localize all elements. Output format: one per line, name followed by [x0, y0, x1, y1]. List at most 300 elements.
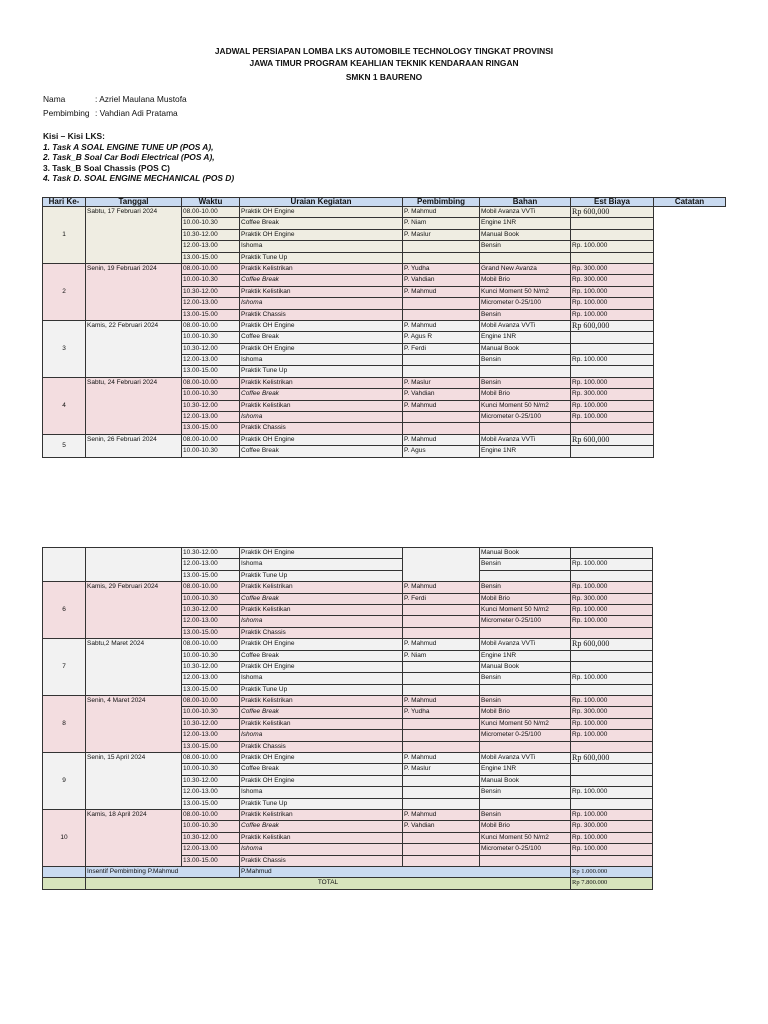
time-cell: 08.00-10.00: [182, 809, 240, 820]
bahan-cell: Mobil Brio: [480, 821, 571, 832]
bahan-cell: Kunci Moment 50 N/m2: [480, 718, 571, 729]
activity-cell: Praktik Chassis: [240, 855, 403, 866]
biaya-cell: [571, 775, 653, 786]
bahan-cell: Engine 1NR: [480, 446, 571, 457]
bahan-cell: Manual Book: [480, 548, 571, 559]
pembimbing-cell: P. Maslur: [403, 229, 480, 240]
pembimbing-cell: [403, 423, 480, 434]
table-row: [43, 639, 653, 650]
time-cell: 08.00-10.00: [182, 207, 240, 218]
activity-cell: Coffee Break: [240, 650, 403, 661]
biaya-cell: [571, 252, 654, 263]
biaya-cell: Rp. 100.000: [571, 730, 653, 741]
pembimbing-cell: P. Maslur: [403, 764, 480, 775]
activity-cell: Coffee Break: [240, 821, 403, 832]
activity-cell: Coffee Break: [240, 446, 403, 457]
pembimbing-cell: P. Mahmud: [403, 207, 480, 218]
table-row: [43, 548, 653, 559]
pembimbing-cell: [403, 604, 480, 615]
biaya-cell: Rp. 100.000: [571, 582, 653, 593]
time-cell: 10.30-12.00: [182, 661, 240, 672]
activity-cell: Praktik Chassis: [240, 309, 403, 320]
biaya-cell: Rp. 100.000: [571, 787, 653, 798]
date-cell: Sabtu, 17 Februari 2024: [86, 207, 182, 264]
time-cell: 08.00-10.00: [182, 263, 240, 274]
time-cell: 10.00-10.30: [182, 389, 240, 400]
bahan-cell: [480, 366, 571, 377]
time-cell: 10.30-12.00: [182, 775, 240, 786]
time-cell: 12.00-13.00: [182, 787, 240, 798]
schedule-table-part2: [42, 547, 653, 890]
biaya-cell: [571, 229, 654, 240]
biaya-cell: Rp. 100.000: [571, 241, 654, 252]
bahan-cell: [480, 741, 571, 752]
biaya-cell: Rp. 300.000: [571, 593, 653, 604]
biaya-cell: [571, 332, 654, 343]
pembimbing-cell: P. Yudha: [403, 707, 480, 718]
day-number-cell: 10: [43, 809, 86, 866]
bahan-cell: [480, 798, 571, 809]
activity-cell: Ishoma: [240, 844, 403, 855]
pembimbing-cell: P. Agus: [403, 446, 480, 457]
time-cell: 10.30-12.00: [182, 286, 240, 297]
time-cell: 08.00-10.00: [182, 377, 240, 388]
activity-cell: Praktik OH Engine: [240, 343, 403, 354]
bahan-cell: Micrometer 0-25/100: [480, 730, 571, 741]
bahan-cell: Kunci Moment 50 N/m2: [480, 400, 571, 411]
time-cell: 13.00-15.00: [182, 798, 240, 809]
table-row: [43, 263, 726, 274]
time-cell: 10.00-10.30: [182, 275, 240, 286]
pembimbing-value: : Vahdian Adi Pratama: [95, 108, 178, 118]
day-number-cell: 8: [43, 696, 86, 753]
biaya-cell: Rp. 300.000: [571, 821, 653, 832]
pembimbing-cell: [403, 355, 480, 366]
bahan-cell: Bensin: [480, 582, 571, 593]
bahan-cell: Engine 1NR: [480, 650, 571, 661]
pembimbing-cell: [403, 616, 480, 627]
biaya-cell: Rp. 100.000: [571, 718, 653, 729]
biaya-cell: Rp. 100.000: [571, 696, 653, 707]
activity-cell: Praktik OH Engine: [240, 661, 403, 672]
table-row: [43, 377, 726, 388]
biaya-cell: [571, 855, 653, 866]
date-cell: Sabtu, 24 Februari 2024: [86, 377, 182, 434]
activity-cell: Ishoma: [240, 673, 403, 684]
kisi-item: 1. Task A SOAL ENGINE TUNE UP (POS A),: [43, 141, 214, 152]
bahan-cell: [480, 855, 571, 866]
biaya-cell: Rp. 300.000: [571, 275, 654, 286]
activity-cell: Praktik Kelistrikan: [240, 263, 403, 274]
time-cell: 10.30-12.00: [182, 400, 240, 411]
activity-cell: Ishoma: [240, 298, 403, 309]
pembimbing-cell: [403, 412, 480, 423]
activity-cell: Praktik OH Engine: [240, 753, 403, 764]
pembimbing-cell: P. Mahmud: [403, 286, 480, 297]
activity-cell: Praktik OH Engine: [240, 320, 403, 331]
biaya-cell: [571, 741, 653, 752]
bahan-cell: Bensin: [480, 377, 571, 388]
bahan-cell: Mobil Avanza VVTi: [480, 320, 571, 331]
pembimbing-cell: P. Mahmud: [403, 434, 480, 445]
insentif-empty-cell: [43, 866, 86, 877]
col-header-waktu: Waktu: [182, 198, 240, 207]
activity-cell: Ishoma: [240, 412, 403, 423]
bahan-cell: Mobil Avanza VVTi: [480, 207, 571, 218]
table-row: [43, 582, 653, 593]
activity-cell: Coffee Break: [240, 332, 403, 343]
pembimbing-cell: P. Vahdian: [403, 389, 480, 400]
pembimbing-cell: P. Mahmud: [403, 320, 480, 331]
nama-value: : Azriel Maulana Mustofa: [95, 94, 187, 104]
date-cell: Senin, 19 Februari 2024: [86, 263, 182, 320]
date-cell: Kamis, 29 Februari 2024: [86, 582, 182, 639]
activity-cell: Coffee Break: [240, 764, 403, 775]
pembimbing-cell: [403, 548, 480, 582]
time-cell: 12.00-13.00: [182, 298, 240, 309]
pembimbing-cell: [403, 775, 480, 786]
activity-cell: Ishoma: [240, 559, 403, 570]
time-cell: 08.00-10.00: [182, 582, 240, 593]
insentif-pembimbing: P.Mahmud: [240, 866, 571, 877]
activity-cell: Ishoma: [240, 355, 403, 366]
biaya-cell: Rp. 100.000: [571, 286, 654, 297]
pembimbing-cell: [403, 832, 480, 843]
doc-title-line3: SMKN 1 BAURENO: [345, 72, 423, 82]
insentif-row: [43, 866, 653, 877]
table-row: [43, 434, 726, 445]
biaya-cell: Rp 600,000: [571, 639, 653, 650]
activity-cell: Praktik Kelistikan: [240, 604, 403, 615]
pembimbing-cell: [403, 787, 480, 798]
table-row: [43, 753, 653, 764]
activity-cell: Coffee Break: [240, 707, 403, 718]
pembimbing-cell: [403, 718, 480, 729]
bahan-cell: Mobil Brio: [480, 275, 571, 286]
bahan-cell: Manual Book: [480, 661, 571, 672]
total-label: TOTAL: [86, 878, 571, 889]
bahan-cell: Engine 1NR: [480, 218, 571, 229]
date-cell: Senin, 15 April 2024: [86, 753, 182, 810]
activity-cell: Praktik Kelistikan: [240, 286, 403, 297]
date-cell: Kamis, 18 April 2024: [86, 809, 182, 866]
time-cell: 10.30-12.00: [182, 604, 240, 615]
date-cell: Sabtu,2 Maret 2024: [86, 639, 182, 696]
pembimbing-cell: [403, 661, 480, 672]
bahan-cell: Bensin: [480, 355, 571, 366]
pembimbing-cell: P. Mahmud: [403, 809, 480, 820]
bahan-cell: Manual Book: [480, 229, 571, 240]
col-header-catatan: Catatan: [654, 198, 726, 207]
biaya-cell: [571, 661, 653, 672]
time-cell: 13.00-15.00: [182, 627, 240, 638]
time-cell: 10.30-12.00: [182, 548, 240, 559]
kisi-title: Kisi – Kisi LKS:: [43, 131, 105, 141]
kisi-list: [43, 131, 234, 184]
activity-cell: Praktik Tune Up: [240, 570, 403, 581]
time-cell: 13.00-15.00: [182, 423, 240, 434]
biaya-cell: Rp 600,000: [571, 207, 654, 218]
time-cell: 08.00-10.00: [182, 639, 240, 650]
time-cell: 12.00-13.00: [182, 673, 240, 684]
activity-cell: Praktik Kelistikan: [240, 832, 403, 843]
biaya-cell: Rp. 100.000: [571, 298, 654, 309]
biaya-cell: Rp 600,000: [571, 753, 653, 764]
biaya-cell: Rp. 100.000: [571, 377, 654, 388]
time-cell: 12.00-13.00: [182, 241, 240, 252]
bahan-cell: Micrometer 0-25/100: [480, 412, 571, 423]
day-number-cell: 4: [43, 377, 86, 434]
bahan-cell: Mobil Brio: [480, 389, 571, 400]
bahan-cell: Engine 1NR: [480, 332, 571, 343]
activity-cell: Coffee Break: [240, 275, 403, 286]
activity-cell: Praktik Tune Up: [240, 798, 403, 809]
time-cell: 13.00-15.00: [182, 855, 240, 866]
biaya-cell: Rp. 100.000: [571, 355, 654, 366]
biaya-cell: [571, 366, 654, 377]
date-cell: Senin, 4 Maret 2024: [86, 696, 182, 753]
pembimbing-cell: [403, 798, 480, 809]
activity-cell: Praktik Chassis: [240, 423, 403, 434]
activity-cell: Praktik OH Engine: [240, 775, 403, 786]
doc-title-line1: JADWAL PERSIAPAN LOMBA LKS AUTOMOBILE TECHNOLOGY TINGKAT PROVINSI: [214, 46, 554, 56]
biaya-cell: Rp 600,000: [571, 434, 654, 445]
pembimbing-cell: [403, 673, 480, 684]
time-cell: 10.00-10.30: [182, 650, 240, 661]
pembimbing-cell: P. Yudha: [403, 263, 480, 274]
day-number-cell: 9: [43, 753, 86, 810]
pembimbing-cell: [403, 844, 480, 855]
insentif-label: Insentif Pembimbing P.Mahmud: [86, 866, 240, 877]
time-cell: 10.00-10.30: [182, 593, 240, 604]
pembimbing-cell: P. Mahmud: [403, 582, 480, 593]
time-cell: 13.00-15.00: [182, 366, 240, 377]
activity-cell: Praktik OH Engine: [240, 548, 403, 559]
doc-title-line2: JAWA TIMUR PROGRAM KEAHLIAN TEKNIK KENDARAAN RINGAN: [249, 58, 519, 68]
pembimbing-cell: P. Niam: [403, 650, 480, 661]
time-cell: 10.30-12.00: [182, 229, 240, 240]
time-cell: 08.00-10.00: [182, 320, 240, 331]
nama-label: Nama: [43, 94, 66, 104]
col-header-biaya: Est Biaya: [571, 198, 654, 207]
col-header-bahan: Bahan: [480, 198, 571, 207]
date-cell: Kamis, 22 Februari 2024: [86, 320, 182, 377]
day-number-cell: [43, 548, 86, 582]
biaya-cell: Rp. 300.000: [571, 389, 654, 400]
pembimbing-cell: [403, 627, 480, 638]
bahan-cell: Manual Book: [480, 343, 571, 354]
activity-cell: Ishoma: [240, 616, 403, 627]
pembimbing-cell: P. Niam: [403, 218, 480, 229]
pembimbing-cell: [403, 741, 480, 752]
date-cell: Senin, 26 Februari 2024: [86, 434, 182, 457]
biaya-cell: [571, 446, 654, 457]
biaya-cell: [571, 627, 653, 638]
activity-cell: Praktik Chassis: [240, 627, 403, 638]
biaya-cell: [571, 570, 653, 581]
bahan-cell: Mobil Brio: [480, 593, 571, 604]
pembimbing-cell: P. Agus R: [403, 332, 480, 343]
time-cell: 08.00-10.00: [182, 434, 240, 445]
bahan-cell: Grand New Avanza: [480, 263, 571, 274]
pembimbing-cell: [403, 298, 480, 309]
biaya-cell: Rp. 100.000: [571, 412, 654, 423]
kisi-item: 2. Task_B Soal Car Bodi Electrical (POS A),: [43, 152, 215, 163]
bahan-cell: Mobil Avanza VVTi: [480, 434, 571, 445]
bahan-cell: Micrometer 0-25/100: [480, 298, 571, 309]
col-header-tanggal: Tanggal: [86, 198, 182, 207]
bahan-cell: Kunci Moment 50 N/m2: [480, 832, 571, 843]
day-number-cell: 2: [43, 263, 86, 320]
biaya-cell: [571, 548, 653, 559]
table-header-row: [43, 198, 726, 207]
total-row: [43, 878, 653, 889]
bahan-cell: Kunci Moment 50 N/m2: [480, 286, 571, 297]
biaya-cell: [571, 798, 653, 809]
activity-cell: Ishoma: [240, 787, 403, 798]
biaya-cell: [571, 343, 654, 354]
bahan-cell: [480, 423, 571, 434]
pembimbing-cell: P. Ferdi: [403, 343, 480, 354]
pembimbing-cell: P. Vahdian: [403, 275, 480, 286]
pembimbing-row: [43, 108, 178, 118]
pembimbing-label: Pembimbing: [43, 108, 90, 118]
pembimbing-cell: [403, 241, 480, 252]
activity-cell: Praktik Kelistrikan: [240, 696, 403, 707]
bahan-cell: [480, 684, 571, 695]
biaya-cell: [571, 650, 653, 661]
pembimbing-cell: [403, 855, 480, 866]
bahan-cell: [480, 252, 571, 263]
time-cell: 13.00-15.00: [182, 684, 240, 695]
day-number-cell: 7: [43, 639, 86, 696]
time-cell: 10.00-10.30: [182, 764, 240, 775]
time-cell: 12.00-13.00: [182, 559, 240, 570]
pembimbing-cell: [403, 309, 480, 320]
bahan-cell: Mobil Avanza VVTi: [480, 639, 571, 650]
schedule-table-part1: [42, 197, 726, 458]
table-row: [43, 809, 653, 820]
bahan-cell: Bensin: [480, 309, 571, 320]
activity-cell: Praktik Tune Up: [240, 684, 403, 695]
biaya-cell: Rp 600,000: [571, 320, 654, 331]
time-cell: 10.30-12.00: [182, 832, 240, 843]
day-number-cell: 5: [43, 434, 86, 457]
bahan-cell: Bensin: [480, 673, 571, 684]
time-cell: 10.00-10.30: [182, 446, 240, 457]
table-row: [43, 320, 726, 331]
time-cell: 10.00-10.30: [182, 218, 240, 229]
activity-cell: Ishoma: [240, 730, 403, 741]
time-cell: 10.30-12.00: [182, 718, 240, 729]
kisi-item: 4. Task D. SOAL ENGINE MECHANICAL (POS D): [43, 173, 235, 184]
pembimbing-cell: P. Vahdian: [403, 821, 480, 832]
total-biaya: Rp 7.800.000: [571, 878, 653, 889]
time-cell: 12.00-13.00: [182, 355, 240, 366]
biaya-cell: Rp. 100.000: [571, 559, 653, 570]
bahan-cell: [480, 627, 571, 638]
bahan-cell: Manual Book: [480, 775, 571, 786]
biaya-cell: Rp. 100.000: [571, 309, 654, 320]
day-number-cell: 3: [43, 320, 86, 377]
biaya-cell: [571, 684, 653, 695]
pembimbing-cell: P. Mahmud: [403, 400, 480, 411]
pembimbing-cell: P. Mahmud: [403, 696, 480, 707]
time-cell: 08.00-10.00: [182, 753, 240, 764]
pembimbing-cell: [403, 684, 480, 695]
bahan-cell: Micrometer 0-25/100: [480, 844, 571, 855]
pembimbing-cell: [403, 730, 480, 741]
bahan-cell: Kunci Moment 50 N/m2: [480, 604, 571, 615]
biaya-cell: [571, 764, 653, 775]
biaya-cell: Rp. 100.000: [571, 673, 653, 684]
biaya-cell: Rp. 100.000: [571, 844, 653, 855]
biaya-cell: Rp. 100.000: [571, 616, 653, 627]
activity-cell: Praktik OH Engine: [240, 207, 403, 218]
activity-cell: Praktik Kelistrikan: [240, 809, 403, 820]
col-header-pembimbing: Pembimbing: [403, 198, 480, 207]
insentif-biaya: Rp 1.000.000: [571, 866, 653, 877]
pembimbing-cell: P. Ferdi: [403, 593, 480, 604]
nama-row: [43, 94, 187, 104]
activity-cell: Coffee Break: [240, 593, 403, 604]
time-cell: 12.00-13.00: [182, 412, 240, 423]
kisi-item: 3. Task_B Soal Chassis (POS C): [43, 162, 170, 173]
time-cell: 13.00-15.00: [182, 741, 240, 752]
time-cell: 13.00-15.00: [182, 309, 240, 320]
biaya-cell: Rp. 300.000: [571, 263, 654, 274]
table-row: [43, 696, 653, 707]
biaya-cell: [571, 423, 654, 434]
bahan-cell: Engine 1NR: [480, 764, 571, 775]
activity-cell: Praktik Kelistrikan: [240, 582, 403, 593]
activity-cell: Praktik OH Engine: [240, 639, 403, 650]
bahan-cell: Bensin: [480, 696, 571, 707]
biaya-cell: Rp. 100.000: [571, 832, 653, 843]
activity-cell: Praktik OH Engine: [240, 229, 403, 240]
biaya-cell: Rp. 100.000: [571, 604, 653, 615]
biaya-cell: Rp. 100.000: [571, 400, 654, 411]
activity-cell: Praktik Kelistikan: [240, 718, 403, 729]
bahan-cell: Mobil Avanza VVTi: [480, 753, 571, 764]
pembimbing-cell: [403, 366, 480, 377]
time-cell: 13.00-15.00: [182, 570, 240, 581]
time-cell: 10.00-10.30: [182, 821, 240, 832]
catatan-cell: [654, 207, 726, 423]
biaya-cell: Rp. 300.000: [571, 707, 653, 718]
activity-cell: Praktik OH Engine: [240, 434, 403, 445]
bahan-cell: [480, 570, 571, 581]
activity-cell: Coffee Break: [240, 218, 403, 229]
time-cell: 12.00-13.00: [182, 844, 240, 855]
activity-cell: Praktik Tune Up: [240, 252, 403, 263]
date-cell: [86, 548, 182, 582]
bahan-cell: Mobil Brio: [480, 707, 571, 718]
time-cell: 13.00-15.00: [182, 252, 240, 263]
col-header-uraian: Uraian Kegiatan: [240, 198, 403, 207]
time-cell: 10.00-10.30: [182, 332, 240, 343]
activity-cell: Praktik Kelistikan: [240, 400, 403, 411]
activity-cell: Praktik Kelistrikan: [240, 377, 403, 388]
bahan-cell: Bensin: [480, 809, 571, 820]
activity-cell: Praktik Chassis: [240, 741, 403, 752]
activity-cell: Coffee Break: [240, 389, 403, 400]
time-cell: 10.00-10.30: [182, 707, 240, 718]
day-number-cell: 1: [43, 207, 86, 264]
table-row: [43, 207, 726, 218]
bahan-cell: Micrometer 0-25/100: [480, 616, 571, 627]
pembimbing-cell: P. Mahmud: [403, 753, 480, 764]
